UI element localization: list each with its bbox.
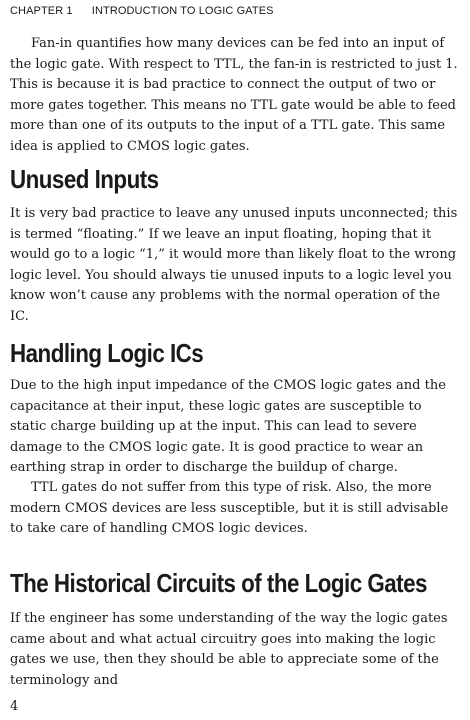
chapter-label: CHAPTER 1 [10, 5, 73, 17]
page-number: 4 [10, 699, 19, 714]
running-head [10, 5, 274, 17]
heading-unused-inputs: Unused Inputs [10, 164, 159, 194]
heading-historical-circuits: The Historical Circuits of the Logic Gates [10, 568, 427, 598]
heading-handling-logic-ics: Handling Logic ICs [10, 338, 204, 368]
paragraph-handling-2: TTL gates do not suffer from this type of risk. Also, the more modern CMOS devices are less susceptible, but it is still advisable to take care of handling CMOS logic devices. [10, 480, 449, 537]
paragraph-fan-in: Fan-in quantifies how many devices can be fed into an input of the logic gate. With respect to TTL, the fan-in is restricted to just 1. This is because it is bad practice to connect the output of two or more gates together. This means no TTL gate would be able to feed more than one of its outputs to the input of a TTL gate. This same idea is applied to CMOS logic gates. [10, 36, 458, 154]
chapter-title: INTRODUCTION TO LOGIC GATES [91, 5, 274, 17]
paragraph-unused-inputs: It is very bad practice to leave any unused inputs unconnected; this is termed “floating.” If we leave an input floating, hoping that it would go to a logic “1,” it would more than likely float to the wrong logic level. You should always tie unused inputs to a logic level you know won’t cause any problems with the normal operation of the IC. [10, 206, 458, 324]
paragraph-handling-1: Due to the high input impedance of the CMOS logic gates and the capacitance at their input, these logic gates are susceptible to static charge building up at the input. This can lead to severe damage to the CMOS logic gate. It is good practice to wear an earthing strap in order to discharge the buildup of charge. [10, 378, 446, 476]
paragraph-historical: If the engineer has some understanding of the way the logic gates came about and what actual circuitry goes into making the logic gates we use, then they should be able to appreciate some of the terminology and [10, 611, 448, 688]
